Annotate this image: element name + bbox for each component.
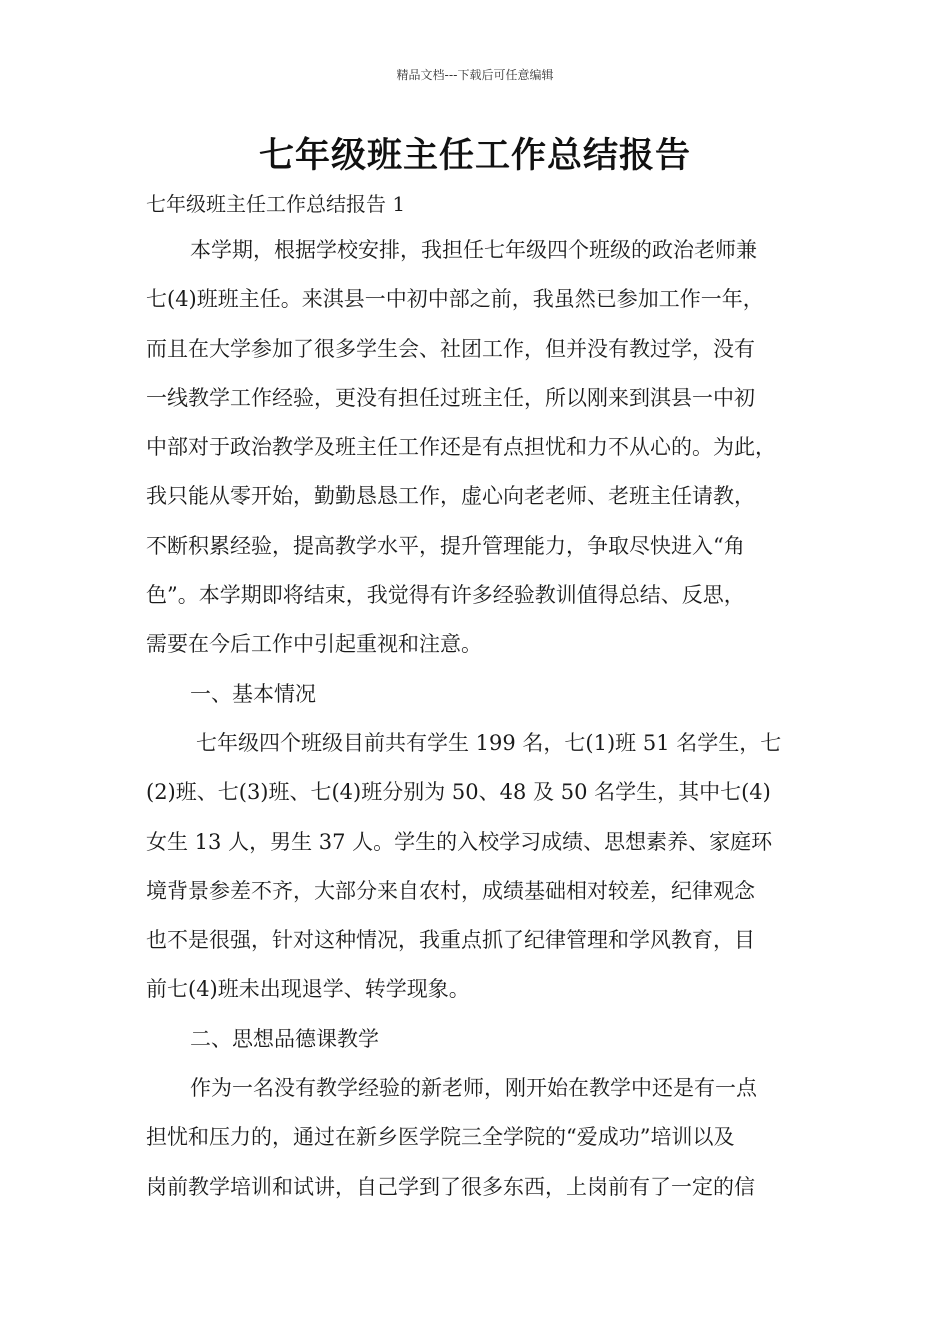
- paragraph-line: (2)班、七(3)班、七(4)班分别为 50、48 及 50 名学生，其中七(4): [146, 780, 771, 805]
- header-note: 精品文档---下载后可任意编辑: [396, 68, 554, 82]
- paragraph-line: 本学期，根据学校安排，我担任七年级四个班级的政治老师兼: [190, 238, 757, 262]
- paragraph-line: 担忧和压力的，通过在新乡医学院三全学院的“爱成功”培训以及: [146, 1125, 735, 1150]
- paragraph-line: 我只能从零开始，勤勤恳恳工作，虚心向老老师、老班主任请教，: [146, 484, 755, 509]
- paragraph-line: 也不是很强，针对这种情况，我重点抓了纪律管理和学风教育，目: [146, 928, 755, 953]
- paragraph-line: 色”。本学期即将结束，我觉得有许多经验教训值得总结、反思，: [146, 583, 745, 608]
- section-subtitle: 七年级班主任工作总结报告 1: [146, 192, 406, 216]
- paragraph-line: 需要在今后工作中引起重视和注意。: [146, 632, 482, 657]
- section-heading: 一、基本情况: [190, 681, 316, 706]
- paragraph-line: 而且在大学参加了很多学生会、社团工作，但并没有教过学，没有: [146, 336, 755, 361]
- paragraph-line: 不断积累经验，提高教学水平，提升管理能力，争取尽快进入“角: [146, 533, 745, 558]
- paragraph-line: 中部对于政治教学及班主任工作还是有点担忧和力不从心的。为此，: [146, 435, 776, 460]
- paragraph-line: 前七(4)班未出现退学、转学现象。: [146, 977, 470, 1002]
- paragraph-line: 岗前教学培训和试讲，自己学到了很多东西，上岗前有了一定的信: [146, 1174, 755, 1199]
- paragraph-line: 境背景参差不齐，大部分来自农村，成绩基础相对较差，纪律观念: [146, 878, 755, 903]
- section-heading: 二、思想品德课教学: [190, 1026, 379, 1051]
- paragraph-line: 女生 13 人，男生 37 人。学生的入校学习成绩、思想素养、家庭环: [146, 829, 773, 854]
- paragraph-line: 七(4)班班主任。来淇县一中初中部之前，我虽然已参加工作一年，: [146, 287, 764, 312]
- paragraph-line: 七年级四个班级目前共有学生 199 名，七(1)班 51 名学生，七: [196, 730, 782, 755]
- paragraph-line: 一线教学工作经验，更没有担任过班主任，所以刚来到淇县一中初: [146, 385, 755, 410]
- paragraph-line: 作为一名没有教学经验的新老师，刚开始在教学中还是有一点: [190, 1076, 757, 1101]
- document-body: [146, 226, 826, 1212]
- document-title: 七年级班主任工作总结报告: [258, 135, 691, 176]
